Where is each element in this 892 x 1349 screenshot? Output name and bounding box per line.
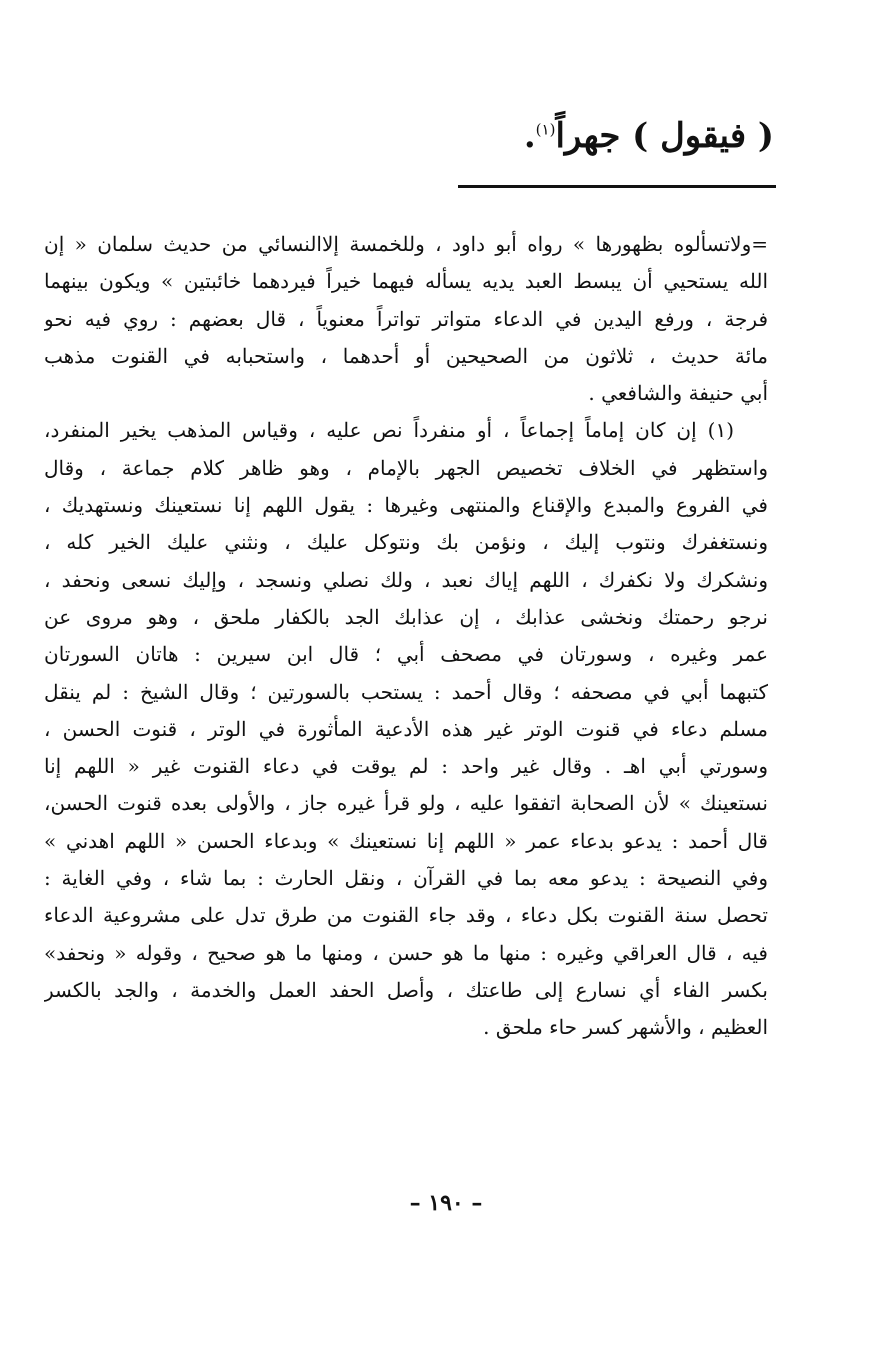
note-1-line: عمر وغيره ، وسورتان في مصحف أبي ؛ قال ابن سيرين : هاتان السورتان: [44, 642, 768, 667]
note-1-line: واستظهر في الخلاف تخصيص الجهر بالإمام ، وهو ظاهر كلام جماعة ، وقال: [44, 455, 768, 480]
note-1-line: نرجو رحمتك ونخشى عذابك ، إن عذابك الجد بالكفار ملحق ، وهو مروى عن: [44, 604, 768, 629]
main-text-before-note: ( فيقول ) جهراً: [555, 116, 774, 156]
note-1-line: نستعينك » لأن الصحابة اتفقوا عليه ، ولو قرأ غيره جاز ، والأولى بعده قنوت الحسن،: [44, 791, 768, 816]
footnotes-block: [44, 226, 768, 1047]
carryover-note-line: فرجة ، ورفع اليدين في الدعاء متواتر تواتراً معنوياً ، قال بعضهم : روي فيه نحو: [44, 306, 768, 331]
page-number: – ١٩٠ –: [409, 1190, 483, 1216]
carryover-note-line: أبي حنيفة والشافعي .: [588, 381, 768, 406]
note-1-line: (١) إن كان إماماً إجماعاً ، أو منفرداً نص عليه ، وقياس المذهب يخير المنفرد،: [44, 418, 734, 443]
carryover-note-line: مائة حديث ، ثلاثون من الصحيحين أو أحدهما ، واستحبابه في القنوت مذهب: [44, 343, 768, 368]
carryover-note-line: الله يستحيي أن يبسط العبد يديه يسأله فيهما خيراً فيردهما خائبتين » ويكون بينهما: [44, 269, 768, 294]
note-1-line: ونشكرك ولا نكفرك ، اللهم إياك نعبد ، ولك نصلي ونسجد ، وإليك نسعى ونحفد ،: [44, 567, 768, 592]
note-1-line: تحصل سنة القنوت بكل دعاء ، وقد جاء القنوت من طرق تدل على مشروعية الدعاء: [44, 903, 768, 928]
note-1-line: العظيم ، والأشهر كسر حاء ملحق .: [483, 1015, 768, 1040]
note-1-line: كتبهما أبي في مصحفه ؛ وقال أحمد : يستحب بالسورتين ؛ وقال الشيخ : لم ينقل: [44, 679, 768, 704]
note-1-line: ونستغفرك ونتوب إليك ، ونؤمن بك ونتوكل عليك ، ونثني عليك الخير كله ،: [44, 530, 768, 555]
note-1-line: مسلم دعاء في قنوت الوتر غير هذه الأدعية المأثورة في الوتر ، قنوت الحسن ،: [44, 716, 768, 741]
note-1-line: وفي النصيحة : يدعو معه بما في القرآن ، ونقل الحارث : بما شاء ، وفي الغاية :: [44, 866, 768, 891]
footnote-separator-rule: [458, 185, 776, 188]
note-reference-marker: (١): [535, 120, 556, 139]
main-text-line: [274, 108, 774, 164]
carryover-note-line: =ولاتسألوه بظهورها » رواه أبو داود ، وللخمسة إلاالنسائي من حديث سلمان « إن: [44, 232, 768, 256]
note-1-line: بكسر الفاء أي نسارع إلى طاعتك ، وأصل الحفد العمل والخدمة ، والجد بالكسر: [44, 977, 768, 1002]
note-1-line: فيه ، قال العراقي وغيره : منها ما هو حسن ، ومنها ما هو صحيح ، وقوله « ونحفد»: [44, 940, 768, 965]
note-1-line: وسورتي أبي اهـ . وقال غير واحد : لم يوقت في دعاء القنوت غير « اللهم إنا: [44, 754, 768, 779]
main-text-after-note: .: [523, 116, 536, 156]
note-1-line: قال أحمد : يدعو بدعاء عمر « اللهم إنا نستعينك » وبدعاء الحسن « اللهم اهدني »: [44, 828, 768, 853]
note-1-line: في الفروع والمبدع والإقناع والمنتهى وغيرها : يقول اللهم إنا نستعينك ونستهديك ،: [44, 493, 768, 518]
